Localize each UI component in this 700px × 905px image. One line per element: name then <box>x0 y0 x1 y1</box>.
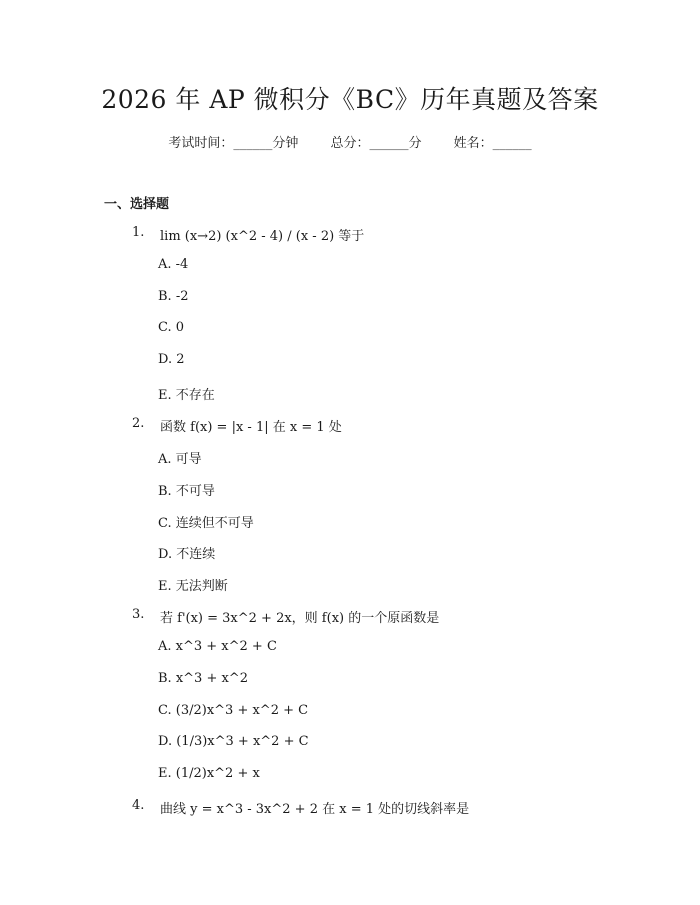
question-number: 2. <box>132 416 145 431</box>
option-1b: B. -2 <box>158 289 189 304</box>
question-text: lim (x→2) (x^2 - 4) / (x - 2) 等于 <box>160 229 365 244</box>
option-3c: C. (3/2)x^3 + x^2 + C <box>158 703 309 718</box>
question-number: 4. <box>132 798 145 813</box>
option-2b: B. 不可导 <box>158 484 215 499</box>
option-1c: C. 0 <box>158 320 185 335</box>
total-score-field: 总分：______分 <box>330 136 422 151</box>
option-1a: A. -4 <box>158 257 189 272</box>
option-1d: D. 2 <box>158 352 185 367</box>
option-2a: A. 可导 <box>158 452 202 467</box>
question-number: 3. <box>132 607 145 622</box>
option-3d: D. (1/3)x^3 + x^2 + C <box>158 734 309 749</box>
question-number: 1. <box>132 225 145 240</box>
option-3e: E. (1/2)x^2 + x <box>158 766 260 781</box>
option-2e: E. 无法判断 <box>158 579 228 594</box>
question-text: 曲线 y = x^3 - 3x^2 + 2 在 x = 1 处的切线斜率是 <box>160 802 470 817</box>
option-1e: E. 不存在 <box>158 388 215 403</box>
question-text: 函数 f(x) = |x - 1| 在 x = 1 处 <box>160 420 342 435</box>
exam-time-field: 考试时间：______分钟 <box>168 136 299 151</box>
option-3b: B. x^3 + x^2 <box>158 671 248 686</box>
section-heading: 一、选择题 <box>104 197 170 212</box>
question-text: 若 f'(x) = 3x^2 + 2x，则 f(x) 的一个原函数是 <box>160 611 440 626</box>
name-field: 姓名：______ <box>453 136 532 151</box>
option-2c: C. 连续但不可导 <box>158 516 254 531</box>
exam-meta <box>0 132 700 151</box>
option-2d: D. 不连续 <box>158 547 216 562</box>
page-title: 2026 年 AP 微积分《BC》历年真题及答案 <box>101 85 599 114</box>
option-3a: A. x^3 + x^2 + C <box>158 639 277 654</box>
